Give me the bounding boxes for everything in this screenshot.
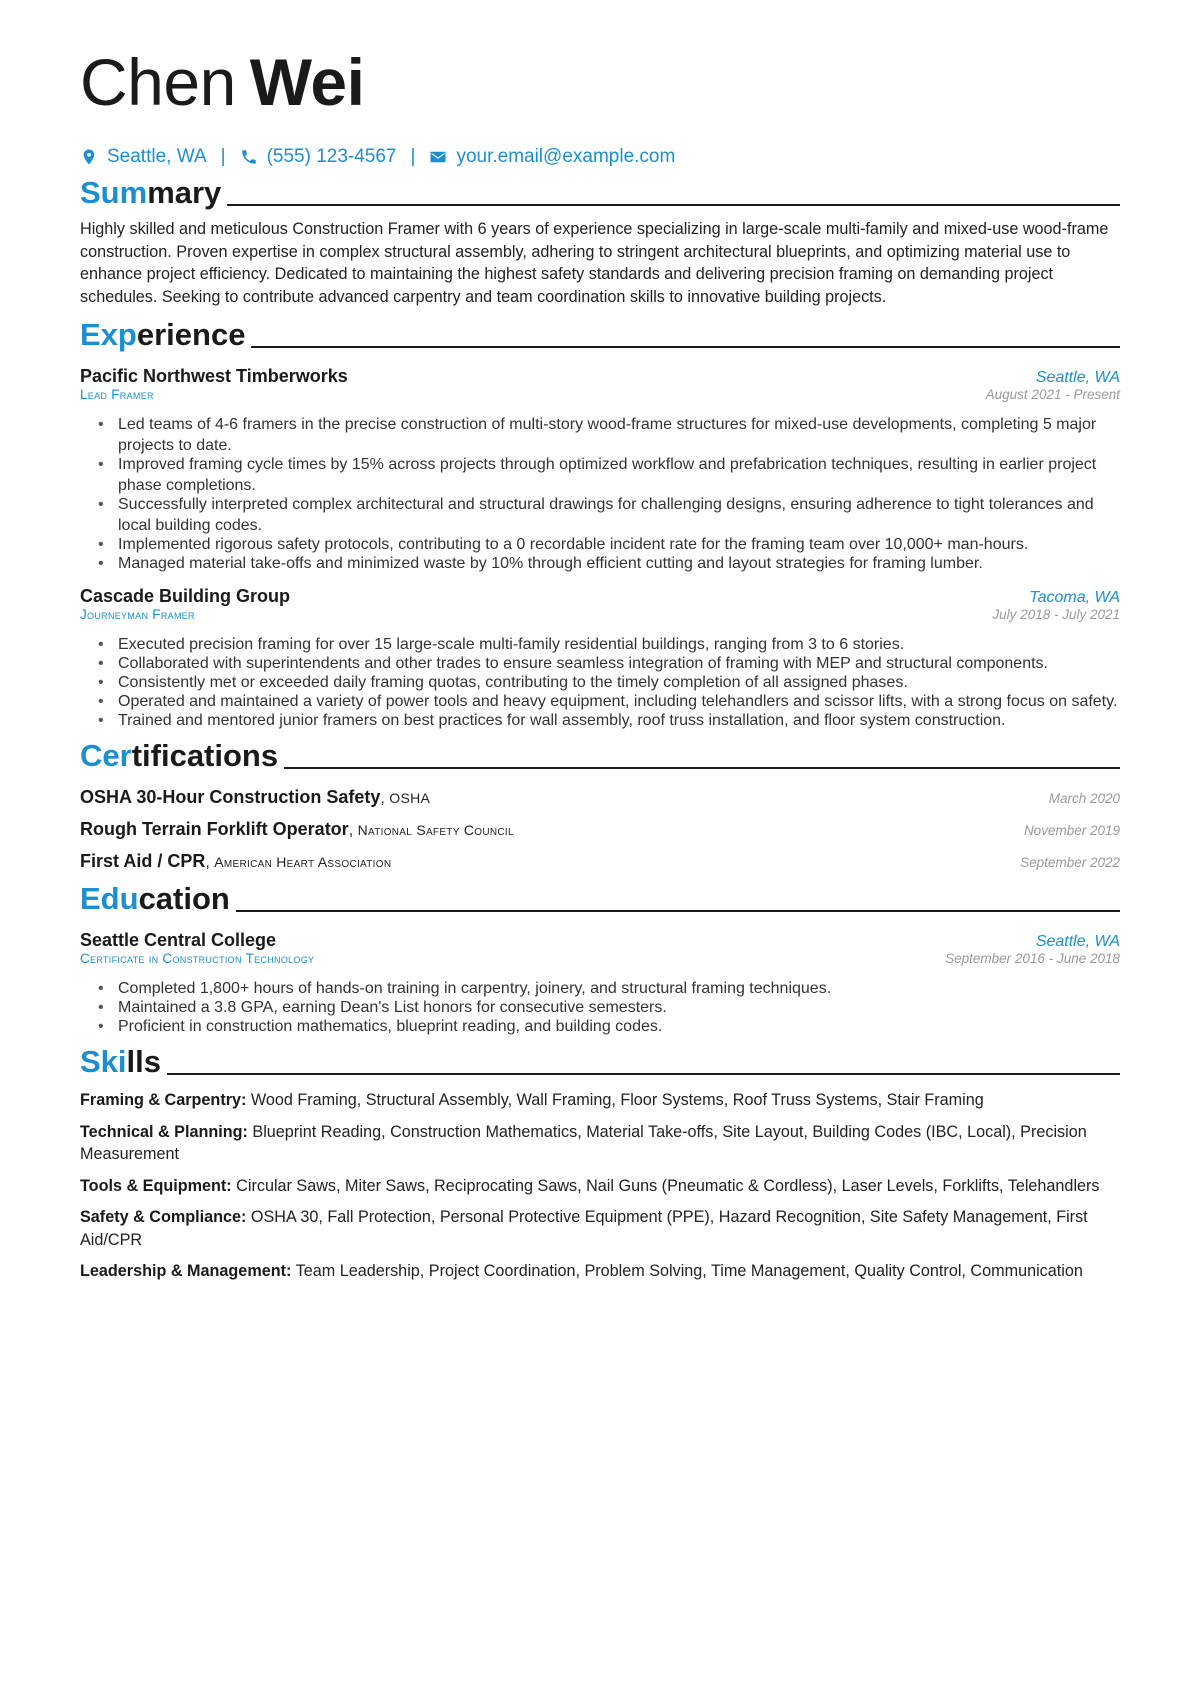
school-location: Seattle, WA: [1035, 933, 1120, 950]
experience-heading: [80, 316, 1120, 354]
list-item: • Maintained a 3.8 GPA, earning Dean's List honors for consecutive semesters.: [98, 997, 1120, 1018]
certification-date: November 2019: [1023, 823, 1120, 838]
education-heading: [80, 880, 1120, 918]
job-bullets: [80, 634, 1120, 731]
list-item: • Managed material take-offs and minimized waste by 10% through efficient cutting and layout strategies for framing lumber.: [98, 553, 1120, 574]
resume-content: [80, 42, 1120, 1283]
job-dates: July 2018 - July 2021: [992, 607, 1120, 622]
skill-list: Team Leadership, Project Coordination, Problem Solving, Time Management, Quality Control, Communication: [295, 1262, 1083, 1280]
skill-row: [80, 1206, 1120, 1251]
summary-text: Highly skilled and meticulous Construction Framer with 6 years of experience specializing in large-scale multi-family and mixed-use wood-frame construction. Proven expertise in complex structural assembly, adhering to stringent architectural blueprints, and optimizing material use to enhance project efficiency. Dedicated to maintaining the highest safety standards and delivering precision framing on demanding project schedules. Seeking to contribute advanced carpentry and team coordination skills to innovative building projects.: [80, 220, 1109, 306]
job-entry: [80, 366, 1120, 574]
contact-line: [80, 146, 1120, 168]
map-pin-icon: [80, 147, 98, 167]
section-rule: [167, 1073, 1120, 1075]
section-title: Certifications: [80, 738, 279, 773]
skill-row: [80, 1175, 1120, 1198]
job-location: Tacoma, WA: [1029, 589, 1120, 606]
job-role: Lead Framer: [80, 387, 154, 402]
skill-category: Safety & Compliance:: [80, 1208, 247, 1226]
school-name: Seattle Central College: [80, 930, 277, 950]
section-title: Summary: [80, 175, 222, 210]
list-item: • Trained and mentored junior framers on best practices for wall assembly, roof truss installation, and floor system construction.: [98, 710, 1120, 731]
certification-date: September 2022: [1020, 855, 1120, 870]
skill-category: Leadership & Management:: [80, 1262, 292, 1280]
skill-row: [80, 1121, 1120, 1166]
skill-list: Blueprint Reading, Construction Mathematics, Material Take-offs, Site Layout, Building Codes (IBC, Local), Precision Measurement: [80, 1122, 1087, 1163]
list-item: • Consistently met or exceeded daily framing quotas, contributing to the timely completion of all assigned phases.: [98, 672, 1120, 693]
program-name: Certificate in Construction Technology: [80, 951, 315, 966]
section-rule: [284, 767, 1120, 769]
list-item: • Proficient in construction mathematics, blueprint reading, and building codes.: [98, 1016, 1120, 1037]
email-link[interactable]: your.email@example.com: [456, 146, 676, 167]
education-bullets: [80, 978, 1120, 1037]
job-bullets: [80, 414, 1120, 574]
company-name: Cascade Building Group: [80, 586, 291, 606]
skill-list: Circular Saws, Miter Saws, Reciprocating Saws, Nail Guns (Pneumatic & Cordless), Laser Levels, Forklifts, Telehandlers: [236, 1176, 1100, 1195]
skills-heading: [80, 1043, 1120, 1081]
envelope-icon: [429, 147, 447, 167]
job-role: Journeyman Framer: [80, 607, 195, 622]
candidate-name: [80, 42, 1120, 122]
contact-separator: |: [410, 146, 416, 167]
certification-date: March 2020: [1048, 791, 1120, 806]
skill-category: Technical & Planning:: [80, 1122, 248, 1141]
summary-heading: [80, 174, 1120, 212]
certification-issuer: American Heart Association: [214, 854, 392, 870]
skill-list: OSHA 30, Fall Protection, Personal Protective Equipment (PPE), Hazard Recognition, Site Safety Management, First Aid/CPR: [80, 1208, 1088, 1249]
skill-category: Framing & Carpentry:: [80, 1091, 247, 1109]
certification-issuer: National Safety Council: [357, 822, 514, 838]
list-item: • Collaborated with superintendents and other trades to ensure seamless integration of framing with MEP and structural components.: [98, 653, 1120, 674]
company-name: Pacific Northwest Timberworks: [80, 366, 348, 386]
list-item: • Successfully interpreted complex architectural and structural drawings for challenging designs, ensuring adherence to tight tolerances and local building codes.: [98, 494, 1120, 536]
section-title: Education: [80, 881, 230, 916]
certification-item: OSHA 30-Hour Construction Safety, OSHA March 2020: [80, 787, 1120, 807]
certification-item: Rough Terrain Forklift Operator, National Safety Council November 2019: [80, 819, 1120, 839]
section-rule: [251, 346, 1120, 348]
skill-row: [80, 1089, 1120, 1112]
list-item: • Completed 1,800+ hours of hands-on training in carpentry, joinery, and structural framing techniques.: [98, 978, 1120, 999]
education-entry: [80, 930, 1120, 1037]
list-item: • Led teams of 4-6 framers in the precise construction of multi-story wood-frame structures for mixed-use developments, completing 5 major projects to date.: [98, 414, 1120, 456]
certification-name: First Aid / CPR: [80, 851, 206, 871]
certification-item: First Aid / CPR, American Heart Association September 2022: [80, 851, 1120, 871]
job-dates: August 2021 - Present: [985, 387, 1120, 402]
contact-separator: |: [220, 146, 226, 167]
location-text: Seattle, WA: [107, 146, 207, 167]
list-item: • Improved framing cycle times by 15% across projects through optimized workflow and prefabrication techniques, resulting in earlier project phase completions.: [98, 454, 1120, 496]
list-item: • Executed precision framing for over 15 large-scale multi-family residential buildings, ranging from 3 to 6 stories.: [98, 634, 1120, 655]
list-item: • Operated and maintained a variety of power tools and heavy equipment, including telehandlers and scissor lifts, with a strong focus on safety.: [98, 691, 1120, 712]
certification-name: Rough Terrain Forklift Operator: [80, 819, 349, 839]
list-item: • Implemented rigorous safety protocols, contributing to a 0 recordable incident rate for the framing team over 10,000+ man-hours.: [98, 534, 1120, 555]
phone-icon: [240, 147, 258, 167]
education-dates: September 2016 - June 2018: [945, 951, 1120, 966]
section-rule: [236, 910, 1120, 912]
job-location: Seattle, WA: [1035, 369, 1120, 386]
certification-issuer: OSHA: [389, 790, 431, 806]
section-rule: [227, 204, 1120, 206]
section-title: Experience: [80, 317, 246, 352]
skill-row: [80, 1260, 1120, 1283]
section-title: Skills: [80, 1044, 161, 1079]
phone-link[interactable]: (555) 123-4567: [266, 146, 397, 167]
last-name: Wei: [249, 45, 365, 119]
first-name: Chen: [80, 45, 236, 119]
skill-list: Wood Framing, Structural Assembly, Wall Framing, Floor Systems, Roof Truss Systems, Stair Framing: [250, 1091, 984, 1109]
skill-category: Tools & Equipment:: [80, 1176, 232, 1195]
job-entry: [80, 586, 1120, 731]
certifications-heading: [80, 737, 1120, 775]
certification-name: OSHA 30-Hour Construction Safety: [80, 787, 381, 807]
